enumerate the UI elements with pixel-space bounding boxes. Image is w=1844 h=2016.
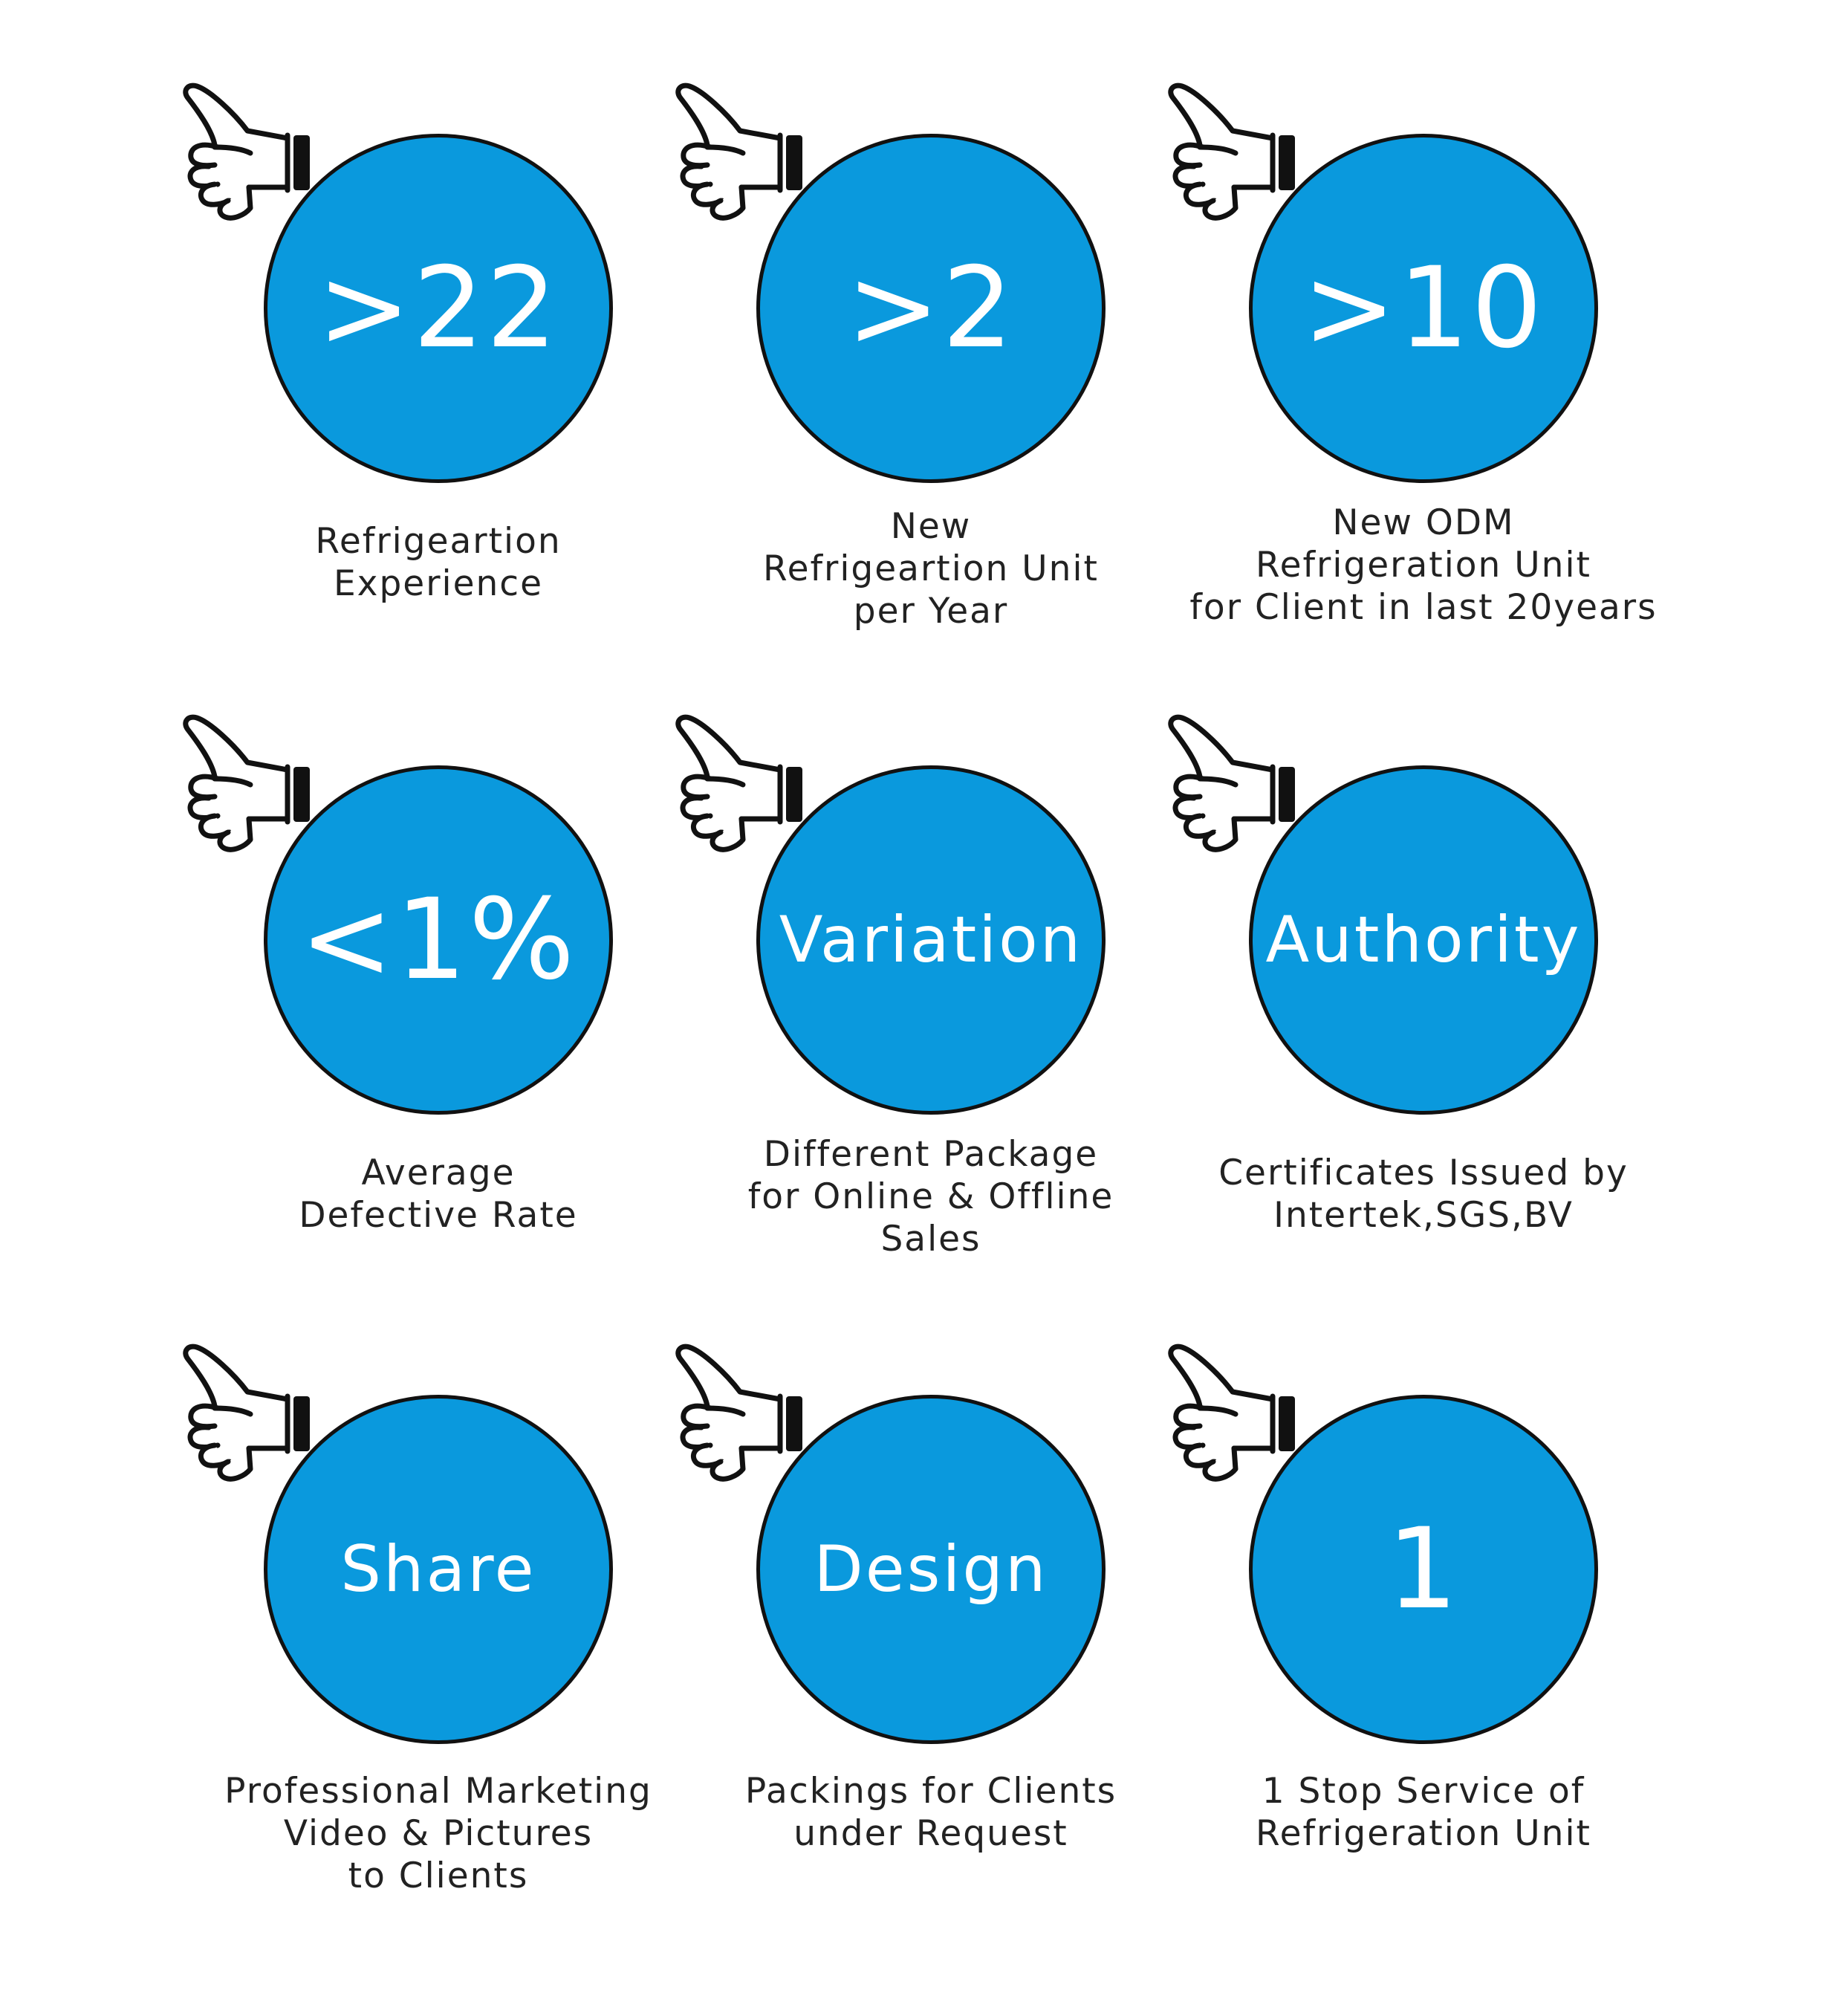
stat-circle [756,134,1106,483]
caption-line: Refrigeartion Unit [763,548,1099,589]
caption-line: Certificates Issued by [1218,1153,1629,1193]
feature-card [160,1328,724,1960]
stat-caption [1100,1770,1747,1855]
stat-circle [1249,134,1598,483]
caption-line: per Year [853,591,1009,632]
caption-line: 1 Stop Service of [1262,1771,1585,1812]
caption-line: Video & Pictures [283,1813,594,1854]
caption-line: to Clients [348,1855,529,1896]
feature-card [652,1328,1217,1960]
caption-line: Defective Rate [299,1195,578,1236]
stat-value: <1% [299,875,577,1005]
caption-line: Professional Marketing [224,1771,652,1812]
stat-value: Share [340,1532,536,1607]
stat-circle [1249,765,1598,1115]
caption-line: Experience [333,563,544,604]
caption-line: Intertek,SGS,BV [1273,1195,1574,1236]
feature-card [1145,699,1710,1330]
feature-card [1145,1328,1710,1960]
stat-value: >10 [1302,244,1545,373]
caption-line: New ODM [1332,502,1515,543]
stat-circle [756,765,1106,1115]
stat-circle [264,134,613,483]
caption-line: Refrigeration Unit [1256,545,1591,586]
caption-line: Packings for Clients [744,1771,1117,1812]
stat-caption [1100,502,1747,629]
stat-circle [1249,1395,1598,1744]
stat-caption [1100,1152,1747,1236]
stat-circle [264,1395,613,1744]
stat-value: Authority [1265,903,1582,977]
caption-line: Different Package [763,1134,1099,1175]
stat-circle [264,765,613,1115]
stat-value: >2 [846,244,1016,373]
caption-line: for Online & Offline [747,1176,1114,1217]
stat-value: Variation [779,903,1083,977]
caption-line: Refrigeartion [315,521,562,562]
caption-line: New [890,506,972,547]
caption-line: under Request [793,1813,1068,1854]
caption-line: for Client in last 20years [1189,587,1658,628]
feature-card [1145,67,1710,699]
stat-value: Design [814,1532,1048,1607]
stat-circle [756,1395,1106,1744]
caption-line: Average [361,1153,516,1193]
caption-line: Refrigeration Unit [1256,1813,1591,1854]
stat-value: >22 [317,244,559,373]
stat-value: 1 [1386,1505,1461,1634]
caption-line: Sales [880,1219,981,1260]
